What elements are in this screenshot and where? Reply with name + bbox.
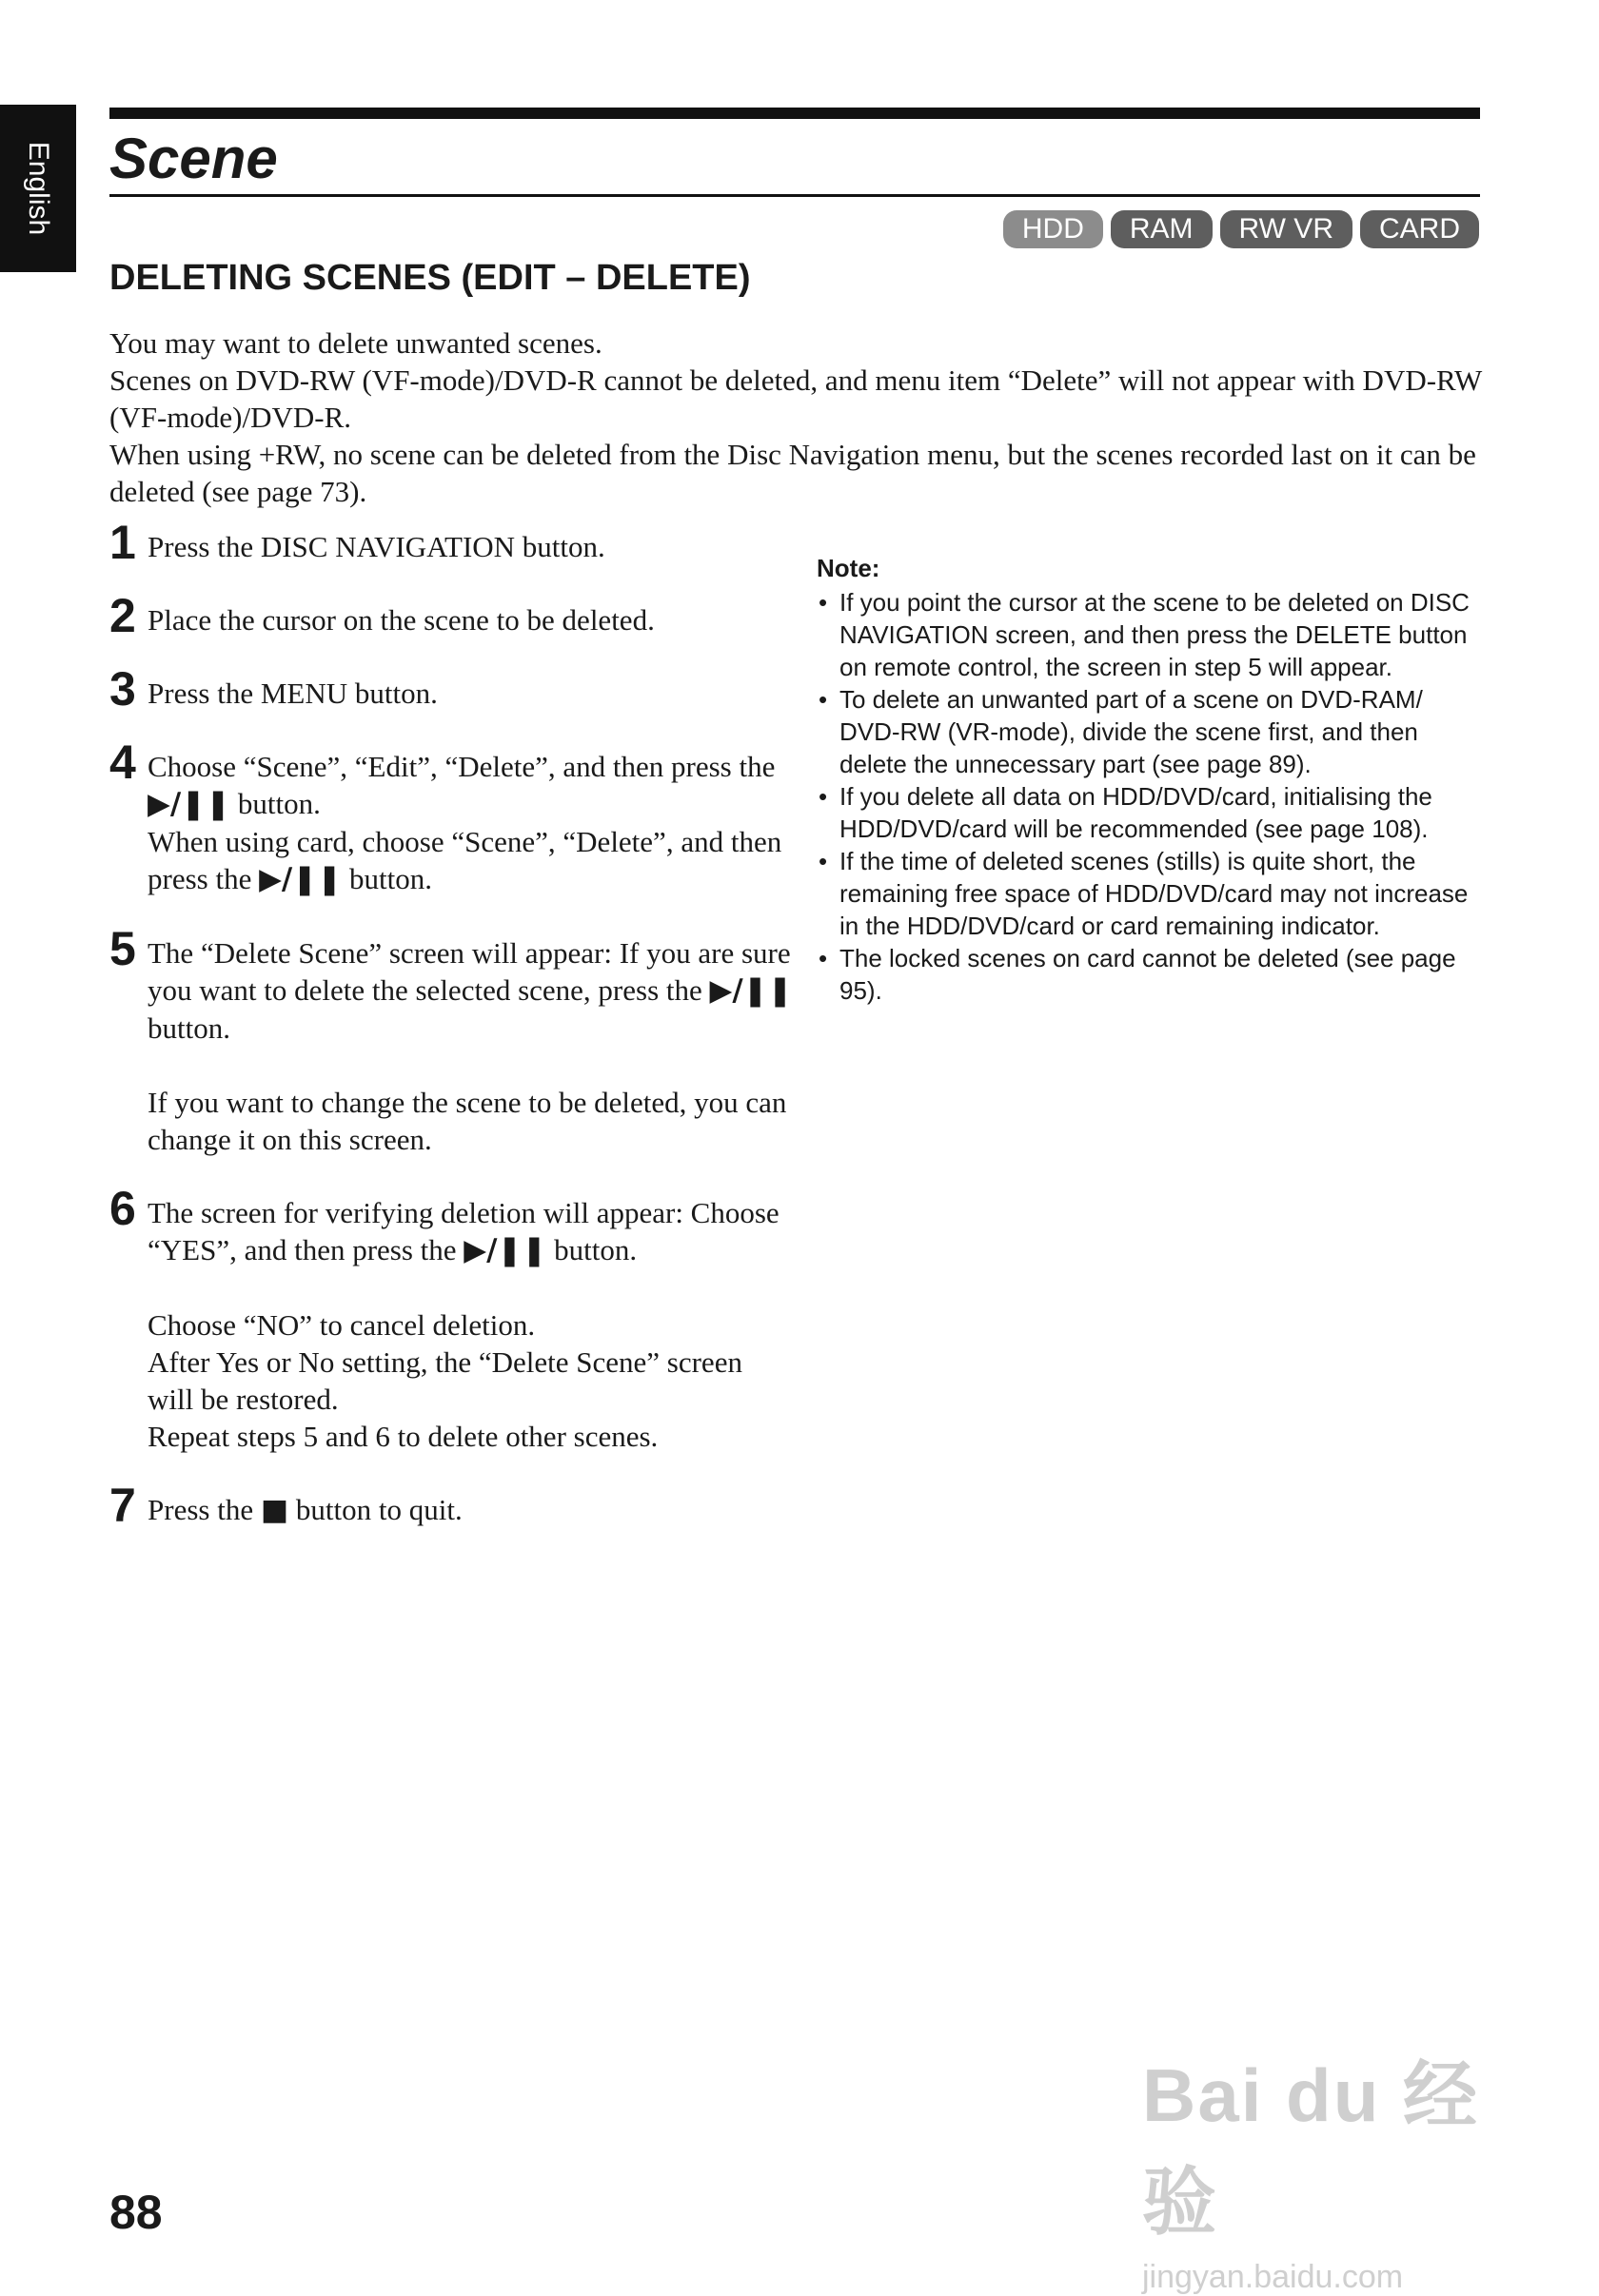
note-title: Note:: [817, 554, 880, 582]
section-heading: DELETING SCENES (EDIT – DELETE): [109, 258, 751, 298]
step-text: [148, 934, 795, 1047]
watermark-url: jingyan.baidu.com: [1142, 2259, 1404, 2295]
step-number: 2: [109, 589, 136, 642]
intro-text: [109, 324, 1490, 510]
step-text-part: The “Delete Scene” screen will appear: If you are sure you want to delete the selected scene, press the: [148, 936, 791, 1007]
step-text: [148, 748, 795, 823]
note-item: • The locked scenes on card cannot be deleted (see page 95).: [817, 942, 1483, 1007]
step-1: [109, 516, 795, 569]
step-5: [109, 922, 795, 1158]
note-list: [817, 586, 1483, 1007]
note-item: • If you point the cursor at the scene to be deleted on DISC NAVIGATION screen, and then press the DELETE button on remote control, the screen in step 5 will appear.: [817, 586, 1483, 683]
step-number: 5: [109, 922, 136, 975]
language-tab: [0, 105, 76, 272]
play-pause-icon: ▶/❚❚: [148, 787, 231, 821]
header-title-rule: [109, 194, 1480, 197]
step-text: Place the cursor on the scene to be deleted.: [148, 603, 655, 637]
step-text-part: Press the: [148, 1493, 254, 1526]
step-text-part: button.: [237, 787, 321, 820]
step-text-part: Choose “Scene”, “Edit”, “Delete”, and then press the: [148, 750, 776, 783]
step-4: [109, 736, 795, 898]
play-pause-icon: ▶/❚❚: [709, 973, 793, 1008]
step-number: 7: [109, 1479, 136, 1532]
step-number: 6: [109, 1182, 136, 1235]
step-text: [148, 1491, 795, 1529]
intro-line-2: Scenes on DVD-RW (VF-mode)/DVD-R cannot be deleted, and menu item “Delete” will not appear with DVD-RW (VF-mode)/DVD-R.: [109, 363, 1482, 434]
note-item: • If you delete all data on HDD/DVD/card, initialising the HDD/DVD/card will be recommended (see page 108).: [817, 780, 1483, 845]
step-text: After Yes or No setting, the “Delete Scene” screen will be restored.: [148, 1345, 742, 1416]
step-text-part: The screen for verifying deletion will appear: Choose “YES”, and then press the: [148, 1196, 780, 1266]
step-text-part: button.: [348, 862, 432, 895]
step-text-part: button to quit.: [295, 1493, 463, 1526]
step-text: Choose “NO” to cancel deletion.: [148, 1308, 536, 1342]
step-text: Press the MENU button.: [148, 677, 438, 710]
badge-rw-vr: RW VR: [1220, 210, 1352, 248]
note-box: [817, 552, 1483, 1007]
stop-icon: ■: [260, 1493, 289, 1527]
step-text: Repeat steps 5 and 6 to delete other scenes.: [148, 1420, 659, 1453]
step-text: If you want to change the scene to be deleted, you can change it on this screen.: [148, 1086, 787, 1156]
step-text: Press the DISC NAVIGATION button.: [148, 530, 605, 563]
header-top-rule: [109, 108, 1480, 119]
play-pause-icon: ▶/❚❚: [464, 1233, 547, 1267]
step-7: [109, 1479, 795, 1532]
step-6: [109, 1182, 795, 1455]
note-item: • To delete an unwanted part of a scene on DVD-RAM/ DVD-RW (VR-mode), divide the scene first, and then delete the unnecessary part (see page 89).: [817, 683, 1483, 780]
badge-hdd: HDD: [1003, 210, 1103, 248]
step-number: 1: [109, 516, 136, 569]
note-item: • If the time of deleted scenes (stills) is quite short, the remaining free space of HDD/DVD/card may not increase in the HDD/DVD/card or card remaining indicator.: [817, 845, 1483, 942]
step-text-part: button.: [554, 1233, 638, 1266]
step-text-part: button.: [148, 1011, 230, 1045]
step-text: [148, 823, 795, 898]
step-text-part: When using card, choose “Scene”, “Delete”, and then press the: [148, 825, 782, 895]
language-label: English: [23, 141, 54, 236]
step-number: 3: [109, 662, 136, 716]
media-badges: [1003, 210, 1479, 248]
badge-ram: RAM: [1111, 210, 1213, 248]
step-text: [148, 1194, 795, 1269]
watermark-logo: Bai du 经验: [1142, 2053, 1480, 2244]
step-2: [109, 589, 795, 642]
play-pause-icon: ▶/❚❚: [259, 862, 343, 896]
intro-line-3: When using +RW, no scene can be deleted from the Disc Navigation menu, but the scenes recorded last on it can be deleted (see page 73).: [109, 438, 1476, 508]
page-number: 88: [109, 2186, 163, 2239]
page-title: Scene: [109, 127, 278, 190]
badge-card: CARD: [1360, 210, 1479, 248]
step-number: 4: [109, 736, 136, 789]
intro-line-1: You may want to delete unwanted scenes.: [109, 326, 602, 360]
baidu-watermark: [1142, 2036, 1523, 2295]
steps-list: [109, 516, 795, 1532]
step-3: [109, 662, 795, 716]
